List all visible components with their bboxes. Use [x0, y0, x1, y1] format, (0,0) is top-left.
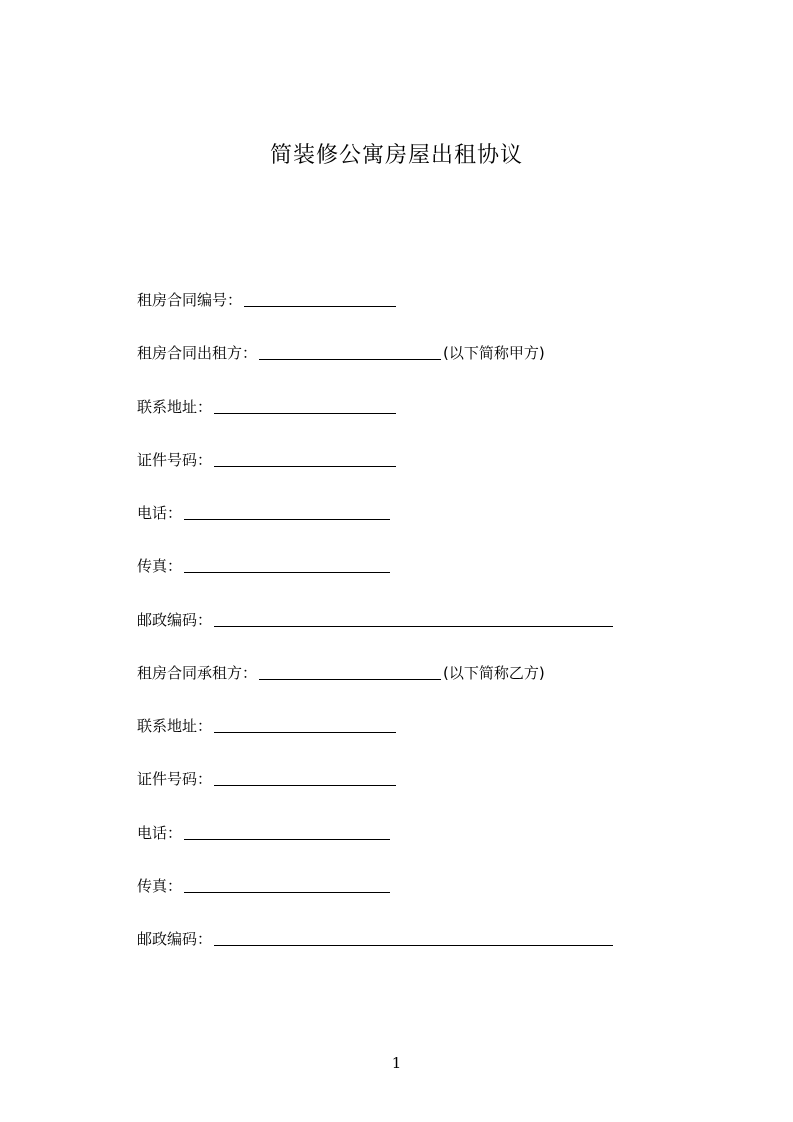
page-number: 1: [391, 1054, 402, 1072]
lessor-id-label: 证件号码：: [137, 450, 213, 469]
lessor-postcode-label: 邮政编码：: [137, 610, 213, 629]
lessee-id-label: 证件号码：: [137, 770, 213, 789]
lessee-suffix: (以下简称乙方): [443, 663, 545, 682]
lessor-postcode-row: [137, 606, 697, 659]
lessee-fax-row: [137, 872, 697, 925]
lessor-address-label: 联系地址：: [137, 397, 213, 416]
lessee-address-blank[interactable]: [214, 712, 396, 733]
lessor-fax-blank[interactable]: [184, 552, 390, 573]
lessor-label: 租房合同出租方：: [137, 344, 258, 363]
lessor-name-blank[interactable]: [259, 339, 441, 360]
lessee-address-row: [137, 712, 697, 765]
contract-party-fields: [137, 286, 697, 978]
lessee-phone-row: [137, 819, 697, 872]
lessor-id-blank[interactable]: [214, 446, 396, 467]
lessee-address-label: 联系地址：: [137, 717, 213, 735]
lessee-phone-label: 电话：: [137, 823, 183, 842]
lessee-phone-blank[interactable]: [184, 819, 390, 840]
lessee-postcode-blank[interactable]: [214, 925, 613, 946]
lessor-fax-label: 传真：: [137, 557, 183, 576]
lessee-postcode-label: 邮政编码：: [137, 930, 213, 948]
lessee-fax-label: 传真：: [137, 876, 183, 895]
lessee-fax-blank[interactable]: [184, 872, 390, 893]
lessor-fax-row: [137, 552, 697, 605]
lessor-phone-row: [137, 499, 697, 552]
lessee-row: [137, 659, 697, 712]
document-title: 简装修公寓房屋出租协议: [269, 143, 523, 168]
contract-number-blank[interactable]: [244, 286, 396, 307]
lessor-address-row: [137, 393, 697, 446]
lessor-row: [137, 339, 697, 392]
lessor-id-row: [137, 446, 697, 499]
lessor-postcode-blank[interactable]: [214, 606, 613, 627]
lessee-label: 租房合同承租方：: [137, 663, 258, 682]
lessor-phone-label: 电话：: [137, 504, 183, 522]
contract-number-label: 租房合同编号：: [137, 291, 243, 309]
lessor-suffix: (以下简称甲方): [443, 344, 545, 363]
lessor-phone-blank[interactable]: [184, 499, 390, 520]
lessee-name-blank[interactable]: [259, 659, 441, 680]
contract-number-row: [137, 286, 697, 339]
lessee-id-row: [137, 765, 697, 818]
lessee-postcode-row: [137, 925, 697, 978]
lessor-address-blank[interactable]: [214, 393, 396, 414]
lessee-id-blank[interactable]: [214, 765, 396, 786]
